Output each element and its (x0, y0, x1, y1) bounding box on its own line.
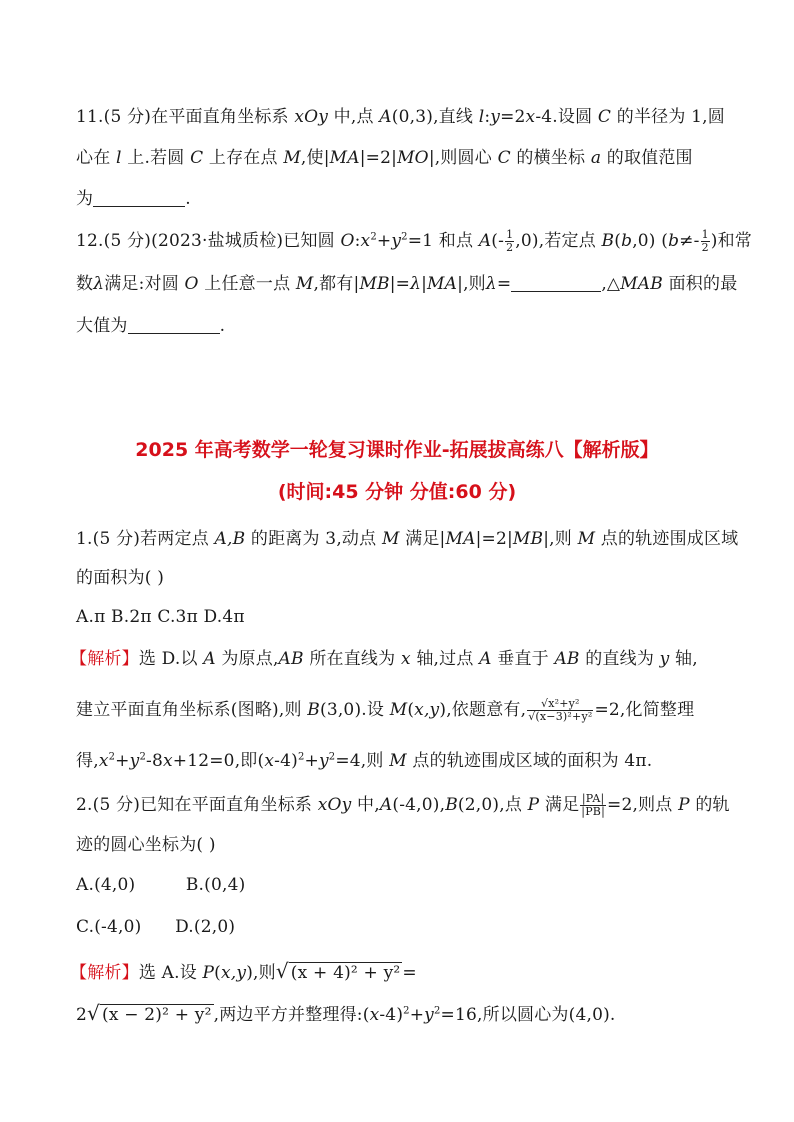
text: = (496, 274, 512, 294)
radicand: (x − 2)² + y² (101, 1005, 212, 1025)
sqrt-icon: √ (87, 1001, 100, 1025)
var: M (389, 751, 407, 771)
numerator: 1 (506, 228, 514, 241)
answer-blank[interactable] (93, 188, 185, 207)
var: λ (410, 274, 422, 294)
text: |= (389, 274, 411, 294)
var: A (379, 795, 393, 815)
q12-line-1: 12.(5 分)(2023·盐城质检)已知圆 $O:x^2+y^2=1$ 和点 A(- $\frac{1}{2}$ ,0),若定点 B(b,0) (b≠- $\frac{1}{2}$ )和常 (76, 228, 752, 254)
var: x (98, 751, 109, 771)
var: B (307, 700, 320, 720)
text: ,两边平方并整理得:( (213, 1005, 370, 1025)
var: M (381, 529, 400, 549)
var: MA (445, 529, 476, 549)
p1-line-2: 的面积为( ) (76, 568, 165, 588)
var: x (400, 649, 411, 669)
text: : (484, 107, 491, 127)
text: |,则圆心 (428, 148, 498, 168)
var: x (162, 751, 173, 771)
var: xOy (317, 795, 352, 815)
var: P (202, 963, 215, 983)
var: MA (427, 274, 458, 294)
text: : (354, 231, 361, 251)
text: 点的轨迹围成区域的面积为 4π. (406, 751, 653, 771)
text: |,则 (543, 529, 578, 549)
text: 为原点, (215, 649, 279, 669)
fraction (505, 229, 514, 254)
text: . (219, 316, 226, 336)
var: x,y (221, 963, 247, 983)
var: M (389, 700, 408, 720)
q11-line-3 (76, 186, 734, 212)
var: MAB (620, 274, 663, 294)
page-subtitle: (时间:45 分钟 分值:60 分) (277, 481, 517, 503)
text: ,△ (601, 274, 621, 294)
text: 面积的最 (662, 274, 738, 294)
p2-line-1 (76, 792, 734, 818)
text: ,0),若定点 (515, 231, 602, 251)
text: ( (407, 700, 415, 720)
text: 所在直线为 (303, 649, 401, 669)
text: ( (614, 231, 622, 251)
text: 为 (76, 189, 94, 209)
var: x (525, 107, 536, 127)
p1-options: A.π B.2π C.3π D.4π (76, 607, 245, 627)
text: )和常 (710, 231, 752, 251)
var: x (369, 1005, 380, 1025)
var: x (264, 751, 275, 771)
text: 中,点 (328, 107, 380, 127)
text: -8 (146, 751, 163, 771)
text: =1 和点 (407, 231, 479, 251)
text: 选 D.以 (138, 649, 204, 669)
q12-line-2 (76, 271, 738, 297)
var: C (497, 148, 511, 168)
q11-line-1 (76, 104, 734, 130)
text: +12=0,即( (172, 751, 265, 771)
var: MB (359, 274, 390, 294)
var: x,y (414, 700, 440, 720)
var: M (577, 529, 596, 549)
text: 大值为 (76, 316, 128, 336)
var: C (597, 107, 612, 127)
radicand: (x + 4)² + y² (290, 963, 401, 983)
p2-options-1: A.(4,0) B.(0,4) (76, 875, 246, 895)
denominator: 2 (701, 241, 709, 254)
text: -4) (274, 751, 298, 771)
text: =16,所以圆心为(4,0). (440, 1005, 616, 1025)
var: y (659, 649, 670, 669)
var: A,B (214, 529, 246, 549)
var: B (601, 231, 615, 251)
text: 上.若圆 (121, 148, 191, 168)
analysis-tag: 【解析】 (70, 649, 139, 669)
text: 的半径为 1,圆 (611, 107, 725, 127)
text: (- (491, 231, 505, 251)
text: 轴, (669, 649, 698, 669)
text: (0,3),直线 (391, 107, 479, 127)
text: ≠- (679, 231, 700, 251)
denominator: √(x−3)²+y² (528, 710, 593, 723)
var: y (129, 751, 140, 771)
text: 的距离为 3,动点 (245, 529, 382, 549)
var: A (479, 649, 492, 669)
text: | (421, 274, 428, 294)
text: 2.(5 分)已知在平面直角坐标系 (76, 795, 318, 815)
numerator: |PA| (581, 792, 605, 805)
fraction (701, 229, 710, 254)
var: b (668, 231, 680, 251)
var: B (445, 795, 458, 815)
var: A (379, 107, 392, 127)
text: ),则 (246, 963, 276, 983)
var: AB (554, 649, 580, 669)
text: 11.(5 分)在平面直角坐标系 (76, 107, 295, 127)
var: MB (512, 529, 544, 549)
p2-line-2: 迹的圆心坐标为( ) (76, 835, 216, 855)
q12-line-3 (76, 313, 734, 339)
fraction (580, 793, 606, 818)
q11-line-2 (76, 145, 734, 171)
text: 上存在点 (203, 148, 284, 168)
text: 垂直于 (491, 649, 555, 669)
text: =2,则点 (607, 795, 679, 815)
denominator: 2 (506, 241, 514, 254)
text: 选 A.设 (138, 963, 203, 983)
text: 1.(5 分)若两定点 (76, 529, 215, 549)
text: ( (214, 963, 221, 983)
text: |=2| (475, 529, 513, 549)
var: AB (278, 649, 304, 669)
text: 轴,过点 (410, 649, 480, 669)
text: 12.(5 分)(2023·盐城质检)已知圆 (76, 231, 341, 251)
text: 建立平面直角坐标系(图略),则 (76, 700, 308, 720)
var: M (283, 148, 301, 168)
text: 点的轨迹围成区域 (595, 529, 739, 549)
text: (-4,0), (392, 795, 446, 815)
answer-blank[interactable] (128, 315, 220, 334)
var: a (590, 148, 602, 168)
text: 的直线为 (579, 649, 660, 669)
var: λ (93, 274, 105, 294)
p2-analysis-1 (70, 958, 734, 986)
var: x (360, 231, 371, 251)
text: |,则 (457, 274, 486, 294)
p1-analysis-2 (76, 697, 734, 723)
text: 满足| (399, 529, 446, 549)
answer-blank[interactable] (511, 273, 601, 292)
text: -4) (379, 1005, 404, 1025)
var: b (621, 231, 633, 251)
text: 2 (76, 1005, 88, 1025)
var: y (391, 231, 402, 251)
var: y (490, 107, 501, 127)
var: y (318, 751, 329, 771)
var: A (203, 649, 216, 669)
page-title: 2025 年高考数学一轮复习课时作业-拓展拔高练八【解析版】 (135, 439, 659, 461)
var: M (295, 274, 314, 294)
text: = (402, 963, 417, 983)
p2-options-2: C.(-4,0) D.(2,0) (76, 917, 236, 937)
p1-line-1 (76, 526, 739, 552)
var: C (190, 148, 204, 168)
text: =4,则 (335, 751, 390, 771)
var: λ (485, 274, 497, 294)
text: 满足:对圆 (104, 274, 185, 294)
sqrt-icon: √ (275, 959, 289, 983)
var: O (340, 231, 355, 251)
text: |=2| (359, 148, 398, 168)
fraction (527, 698, 593, 723)
text: 上任意一点 (198, 274, 296, 294)
text: 中, (351, 795, 380, 815)
var: P (527, 795, 540, 815)
text: =2 (500, 107, 526, 127)
text: ,都有| (313, 274, 360, 294)
p1-analysis-3: 得$,x^2+y^2-8x+12=0$,即$(x-4)^2+y^2=4$,则 M 点的轨迹围成区域的面积为 4π. (76, 751, 653, 771)
text: 的横坐标 (510, 148, 591, 168)
text: ,使| (300, 148, 330, 168)
text: 的取值范围 (601, 148, 693, 168)
text: 的轨 (689, 795, 730, 815)
var: l (478, 107, 485, 127)
text: =2,化简整理 (594, 700, 695, 720)
text: (2,0),点 (457, 795, 528, 815)
numerator: √x²+y² (527, 698, 593, 711)
p1-analysis-1 (70, 646, 734, 672)
p2-analysis-2: 2√ (x − 2)² + y² ,两边平方并整理得$:(x-4)^2+y^2=16$,所以圆心为(4,0). (76, 1001, 616, 1025)
text: (3,0).设 (319, 700, 390, 720)
analysis-tag: 【解析】 (70, 963, 139, 983)
text: ,0) ( (632, 231, 669, 251)
denominator: |PB| (581, 805, 605, 818)
var: O (184, 274, 199, 294)
text: 得, (76, 751, 99, 771)
text: . (185, 189, 191, 209)
var: l (116, 148, 122, 168)
var: MO (397, 148, 429, 168)
text: ),依题意有, (439, 700, 527, 720)
var: A (478, 231, 492, 251)
text: 满足 (539, 795, 580, 815)
var: MA (329, 148, 360, 168)
var: xOy (294, 107, 329, 127)
var: y (424, 1005, 434, 1025)
text: 数 (76, 274, 94, 294)
text: 心在 (76, 148, 117, 168)
var: P (678, 795, 690, 815)
numerator: 1 (701, 228, 709, 241)
text: -4.设圆 (535, 107, 598, 127)
